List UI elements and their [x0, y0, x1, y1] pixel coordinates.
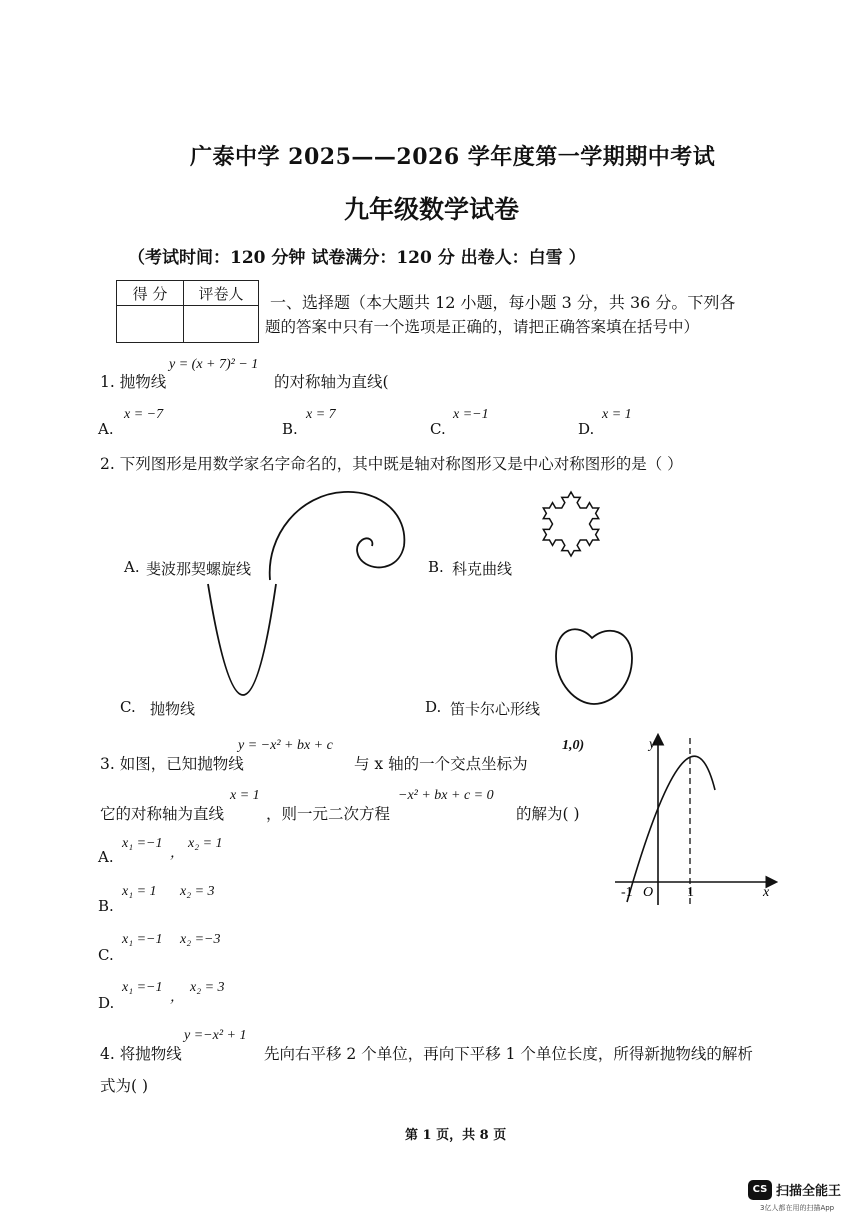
grader-header: 评卷人 — [184, 281, 259, 306]
parabola-figure — [200, 580, 280, 710]
q1-suffix: 的对称轴为直线( — [274, 373, 389, 391]
y-axis-label: y — [649, 737, 656, 752]
q4-prefix: 4. 将抛物线 — [100, 1045, 182, 1063]
q3-option-b-x1: x₁ = 1 — [122, 884, 157, 899]
q4-line2: 式为( ) — [100, 1077, 149, 1095]
q1-option-b-value: x = 7 — [306, 407, 336, 422]
q2-option-a-value: 斐波那契螺旋线 — [146, 560, 252, 578]
exam-info: （考试时间：120 分钟 试卷满分：120 分 出卷人：白雪 ） — [128, 248, 586, 268]
cardioid-figure — [548, 622, 638, 712]
q3-option-b-label[interactable]: B. — [98, 897, 114, 915]
q1-option-a-value: x = −7 — [124, 407, 164, 422]
neg-one-label: -1 — [621, 885, 633, 900]
q4-suffix: 先向右平移 2 个单位，再向下平移 1 个单位长度，所得新抛物线的解析 — [264, 1045, 753, 1063]
q3-option-d-x1: x₁ =−1 — [122, 980, 163, 995]
score-table — [116, 280, 259, 343]
q3-option-d-label[interactable]: D. — [98, 994, 115, 1012]
q3-option-a-label[interactable]: A. — [98, 848, 114, 866]
q3-option-a-x1: x₁ =−1 — [122, 836, 163, 851]
q2-text: 2. 下列图形是用数学家名字命名的，其中既是轴对称图形又是中心对称图形的是（ ） — [100, 455, 683, 473]
section-instructions: 题的答案中只有一个选项是正确的，请把正确答案填在括号中） — [265, 318, 700, 336]
q3-prefix: 3. 如图，已知抛物线 — [100, 755, 244, 773]
q2-option-a-label[interactable]: A. — [124, 558, 140, 576]
q3-option-d-sep: ， — [170, 990, 184, 1005]
q2-option-c-value: 抛物线 — [150, 700, 196, 718]
grader-cell[interactable] — [184, 306, 259, 343]
q1-formula: y = (x + 7)² − 1 — [169, 357, 259, 372]
origin-label: O — [643, 885, 654, 900]
q2-option-c-label[interactable]: C. — [120, 698, 136, 716]
q2-option-b-value: 科克曲线 — [452, 560, 513, 578]
q1-option-d-label[interactable]: D. — [578, 420, 595, 438]
q1-option-d-value: x = 1 — [602, 407, 632, 422]
one-label: 1 — [687, 885, 694, 900]
exam-title: 广泰中学 2025——2026 学年度第一学期期中考试 — [190, 144, 716, 170]
q3-option-c-x1: x₁ =−1 — [122, 932, 163, 947]
q1-option-c-value: x =−1 — [453, 407, 489, 422]
q1-option-b-label[interactable]: B. — [282, 420, 298, 438]
q3-line2-suffix: 的解为( ) — [516, 805, 580, 823]
q3-line2-mid: ，则一元二次方程 — [266, 805, 391, 823]
q3-option-a-x2: x₂ = 1 — [188, 836, 223, 851]
q2-option-b-label[interactable]: B. — [428, 558, 444, 576]
q3-mid: 与 x 轴的一个交点坐标为 — [354, 755, 528, 773]
q3-line2-prefix: 它的对称轴为直线 — [100, 805, 225, 823]
q3-point: 1,0) — [562, 738, 585, 753]
camscanner-logo-icon: CS — [748, 1180, 772, 1200]
q1-prefix: 1. 抛物线 — [100, 373, 167, 391]
fibonacci-spiral-figure — [260, 480, 420, 590]
paper-subtitle: 九年级数学试卷 — [344, 195, 520, 224]
watermark-brand: 扫描全能王 — [776, 1184, 842, 1199]
x-axis-label: x — [763, 885, 770, 900]
q3-option-a-sep: ， — [170, 846, 184, 861]
q3-parabola-graph — [605, 730, 785, 910]
q3-option-c-label[interactable]: C. — [98, 946, 114, 964]
watermark-tagline: 3亿人都在用的扫描App — [760, 1204, 835, 1212]
koch-snowflake-figure — [525, 478, 617, 570]
q3-formula: y = −x² + bx + c — [238, 738, 333, 753]
score-cell[interactable] — [117, 306, 184, 343]
section-heading: 一、选择题（本大题共 12 小题，每小题 3 分，共 36 分。下列各 — [270, 293, 736, 312]
q3-option-d-x2: x₂ = 3 — [190, 980, 225, 995]
q2-option-d-label[interactable]: D. — [425, 698, 442, 716]
q1-option-a-label[interactable]: A. — [98, 420, 114, 438]
q3-option-b-x2: x₂ = 3 — [180, 884, 215, 899]
page-number: 第 1 页，共 8 页 — [405, 1128, 507, 1143]
q3-equation: −x² + bx + c = 0 — [398, 788, 494, 803]
q3-option-c-x2: x₂ =−3 — [180, 932, 221, 947]
q2-option-d-value: 笛卡尔心形线 — [450, 700, 541, 718]
q4-formula: y =−x² + 1 — [184, 1028, 247, 1043]
score-header: 得 分 — [117, 281, 184, 306]
q3-axis-formula: x = 1 — [230, 788, 260, 803]
parabola-curve — [627, 756, 715, 902]
q1-option-c-label[interactable]: C. — [430, 420, 446, 438]
